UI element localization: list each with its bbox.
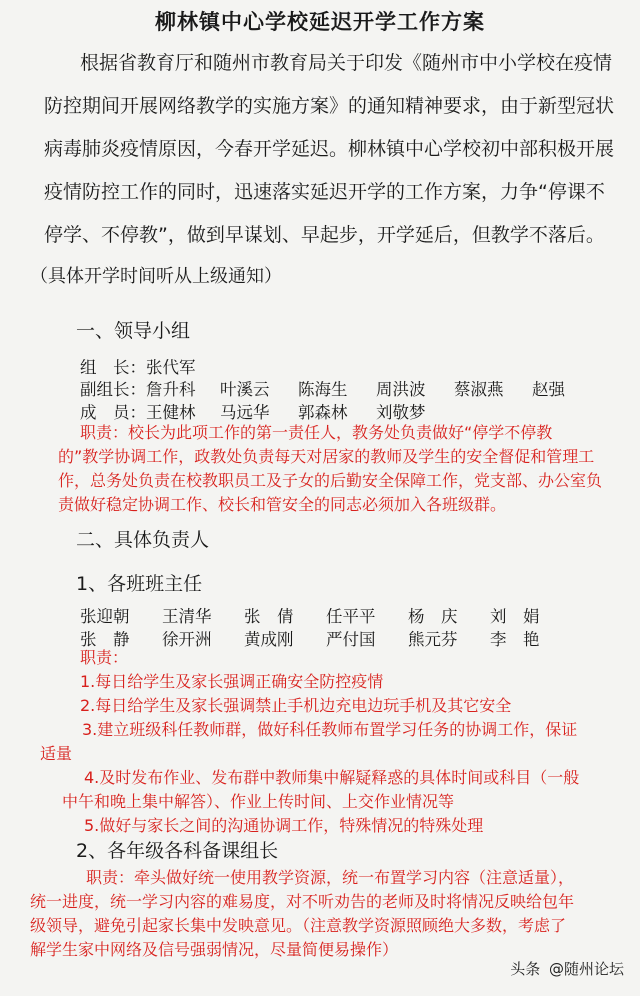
teacher-name: 王清华 [162, 607, 212, 626]
intro-line: 停学、不停教”，做到早谋划、早起步，开学延后，但教学不落后。 [44, 224, 605, 246]
deputy-name: 詹升科 [146, 380, 196, 399]
duty-item: 2.每日给学生及家长强调禁止手机边充电边玩手机及其它安全 [80, 696, 512, 715]
duty-line: 统一进度，统一学习内容的难易度，对不听劝告的老师及时将情况反映给包年 [30, 892, 575, 911]
duty-item-cont: 中午和晚上集中解答）、作业上传时间、上交作业情况等 [62, 792, 455, 811]
teacher-name: 熊元芬 [408, 630, 458, 649]
intro-paragraph [44, 42, 634, 257]
teacher-name: 任平平 [326, 607, 376, 626]
sub2-duties [30, 866, 636, 962]
teacher-name: 张迎朝 [80, 607, 130, 626]
teacher-name: 严付国 [326, 630, 376, 649]
duty-line: 作，总务处负责在校教职员工及子女的后勤安全保障工作，党支部、办公室负 [58, 471, 603, 490]
teacher-name: 李 艳 [490, 630, 540, 649]
leader-name: 张代军 [146, 358, 196, 377]
member-label: 成 员： [80, 403, 146, 422]
deputy-row [80, 376, 565, 400]
deputy-name: 陈海生 [298, 380, 348, 399]
intro-line: 疫情防控工作的同时，迅速落实延迟开学的工作方案，力争“停课不 [44, 181, 605, 203]
teacher-name: 黄成刚 [244, 630, 294, 649]
leader-row [80, 354, 196, 378]
duty-item: 3.建立班级科任教师群，做好科任教师布置学习任务的协调工作，保证 [82, 720, 578, 739]
intro-line: 病毒肺炎疫情原因，今春开学延迟。柳林镇中心学校初中部积极开展 [44, 138, 615, 160]
member-name: 王健林 [146, 403, 196, 422]
member-name: 郭森林 [298, 403, 348, 422]
intro-line: 防控期间开展网络教学的实施方案》的通知精神要求，由于新型冠状 [44, 95, 615, 117]
section1-duties [58, 421, 638, 517]
duty-item: 1.每日给学生及家长强调正确安全防控疫情 [80, 672, 384, 691]
duty-line: 责做好稳定协调工作、校长和管安全的同志必须加入各班级群。 [58, 495, 507, 514]
watermark [510, 958, 624, 979]
deputy-name: 周洪波 [376, 380, 426, 399]
teacher-name: 张 静 [80, 630, 130, 649]
duty-line: 职责：校长为此项工作的第一责任人，教务处负责做好“停学不停教 [80, 423, 553, 442]
duty-line: 级领导，避免引起家长集中发映意见。（注意教学资源照顾绝大多数，考虑了 [30, 916, 567, 935]
deputy-name: 蔡淑燕 [454, 380, 504, 399]
teacher-name: 徐开洲 [162, 630, 212, 649]
teacher-name: 刘 娟 [490, 607, 540, 626]
sub1-duties [40, 646, 636, 838]
deputy-name: 赵强 [532, 380, 565, 399]
watermark-source: 头条 [510, 960, 541, 978]
deputy-name: 叶溪云 [220, 380, 270, 399]
sub1-heading: 1、各班班主任 [76, 573, 203, 595]
duty-line: 的”教学协调工作，政教处负责每天对居家的教师及学生的安全督促和管理工 [58, 447, 595, 466]
sub2-heading: 2、各年级各科备课组长 [76, 840, 279, 862]
section2-heading: 二、具体负责人 [76, 529, 210, 551]
leader-label: 组 长： [80, 358, 146, 377]
member-row [80, 399, 426, 423]
member-name: 刘敬梦 [376, 403, 426, 422]
duty-item: 4.及时发布作业、发布群中教师集中解疑释惑的具体时间或科目（一般 [84, 768, 580, 787]
duty-item-cont: 适量 [40, 744, 73, 763]
duty-label: 职责： [80, 648, 129, 667]
teacher-name: 杨 庆 [408, 607, 458, 626]
watermark-separator [542, 960, 547, 978]
member-name: 马远华 [220, 403, 270, 422]
intro-line: 根据省教育厅和随州市教育局关于印发《随州市中小学校在疫情 [80, 52, 613, 74]
duty-line: 解学生家中网络及信号强弱情况，尽量简便易操作） [30, 940, 399, 959]
deputy-label: 副组长： [80, 380, 146, 399]
duty-line: 职责：牵头做好统一使用教学资源，统一布置学习内容（注意适量）， [86, 868, 575, 887]
watermark-account: @随州论坛 [548, 960, 624, 978]
document-title: 柳林镇中心学校延迟开学工作方案 [155, 10, 485, 34]
teacher-name: 张 倩 [244, 607, 294, 626]
duty-item: 5.做好与家长之间的沟通协调工作，特殊情况的特殊处理 [84, 816, 484, 835]
teacher-row [80, 603, 540, 627]
section1-heading: 一、领导小组 [76, 320, 191, 342]
start-time-note: （具体开学时间听从上级通知） [30, 266, 282, 287]
